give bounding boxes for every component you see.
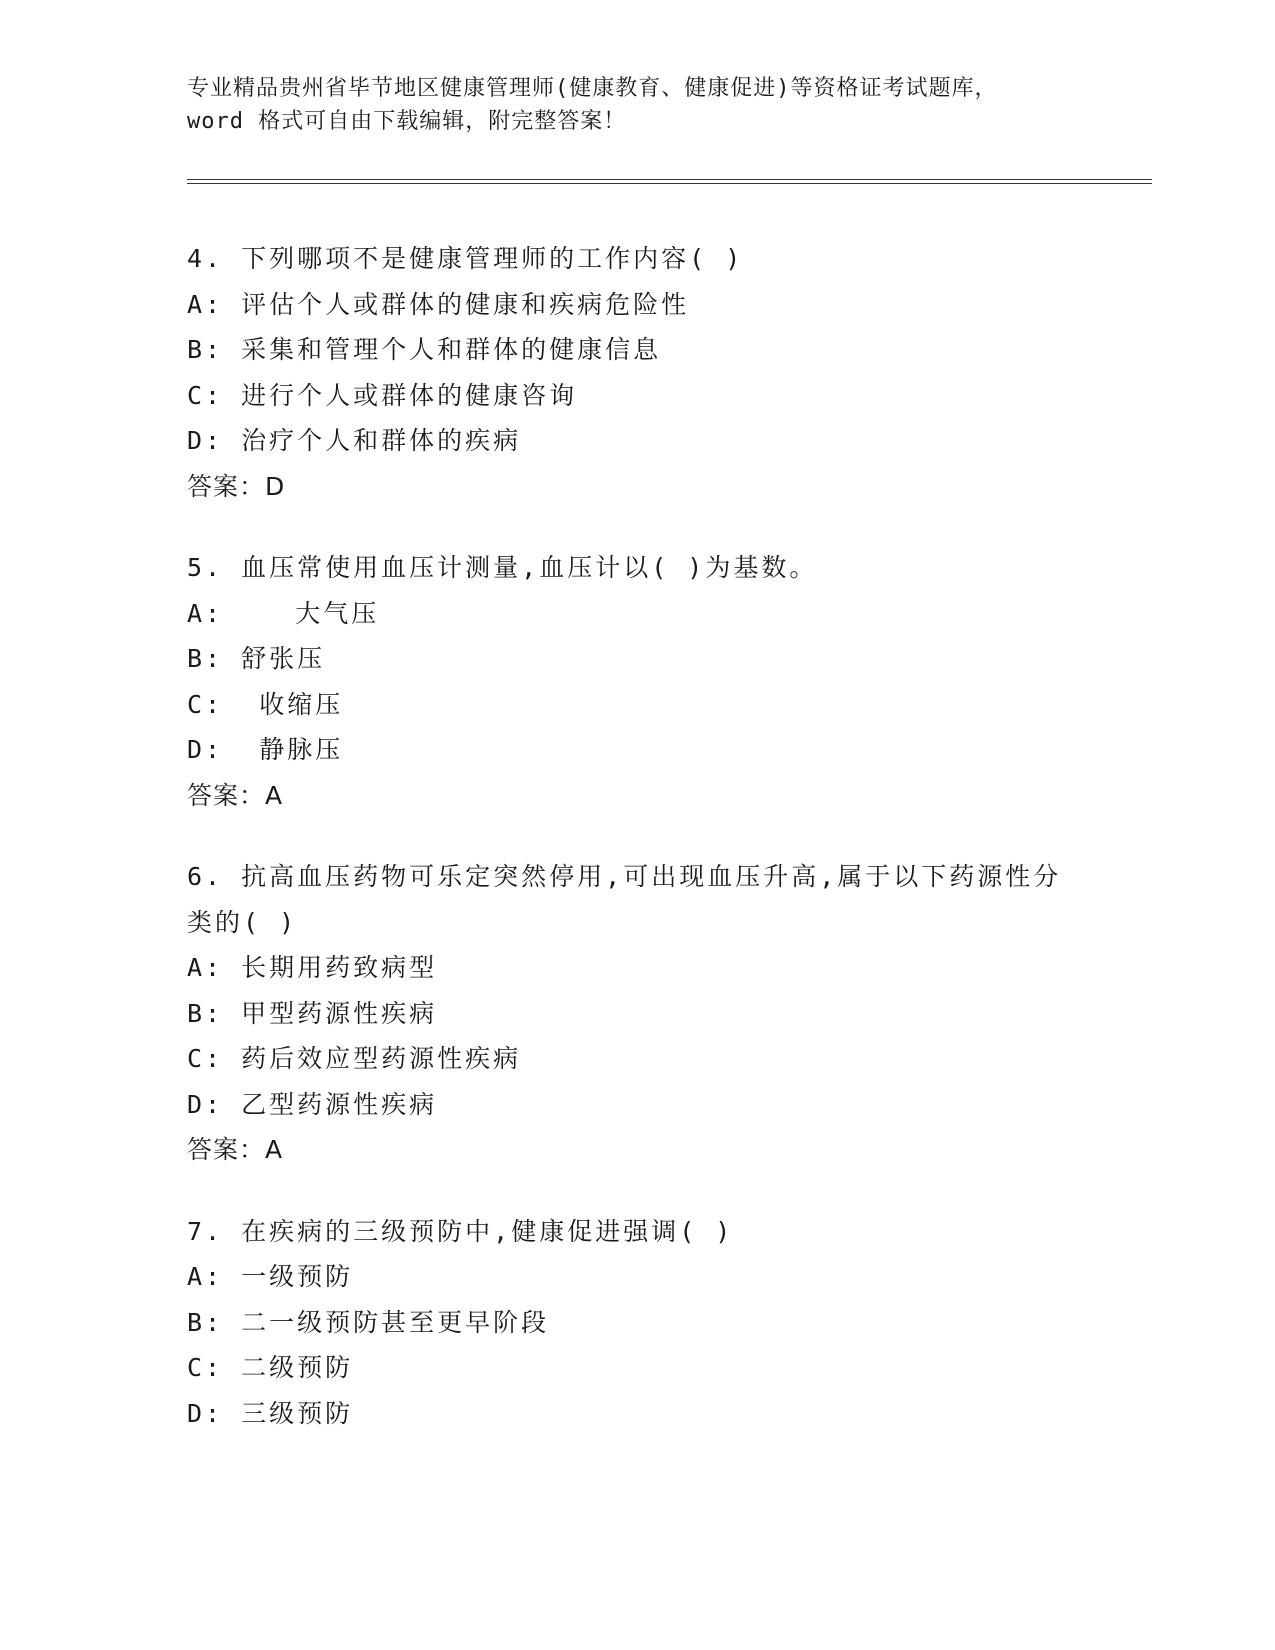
option-d: D: 三级预防 — [187, 1398, 354, 1428]
option-b: B: 甲型药源性疾病 — [187, 998, 438, 1028]
answer-text: 答案：A — [187, 780, 284, 810]
option-c: C: 进行个人或群体的健康咨询 — [187, 380, 578, 410]
question-7 — [187, 1209, 1087, 1437]
question-stem: 4. 下列哪项不是健康管理师的工作内容( ) — [187, 244, 744, 273]
option-d: D: 乙型药源性疾病 — [187, 1089, 438, 1119]
option-b: B: 舒张压 — [187, 644, 326, 673]
header-line-2: word 格式可自由下载编辑，附完整答案！ — [187, 109, 627, 134]
option-c: C: 收缩压 — [187, 689, 344, 719]
option-d: D: 治疗个人和群体的疾病 — [187, 426, 522, 455]
question-stem: 6. 抗高血压药物可乐定突然停用,可出现血压升高,属于以下药源性分类的( ) — [187, 862, 1062, 937]
header-line-1: 专业精品贵州省毕节地区健康管理师(健康教育、健康促进)等资格证考试题库， — [187, 76, 998, 101]
question-stem: 5. 血压常使用血压计测量,血压计以( )为基数。 — [187, 553, 818, 582]
answer-text: 答案：A — [187, 1135, 284, 1164]
option-b: B: 二一级预防甚至更早阶段 — [187, 1307, 550, 1337]
question-4 — [187, 236, 1087, 509]
document-header — [187, 72, 1147, 138]
option-b: B: 采集和管理个人和群体的健康信息 — [187, 335, 662, 364]
option-a: A: 长期用药致病型 — [187, 953, 438, 982]
option-a: A: 评估个人或群体的健康和疾病危险性 — [187, 289, 690, 319]
question-list — [187, 236, 1087, 1472]
option-c: C: 二级预防 — [187, 1353, 354, 1382]
option-d: D: 静脉压 — [187, 735, 344, 764]
question-stem: 7. 在疾病的三级预防中,健康促进强调( ) — [187, 1216, 734, 1246]
header-divider — [187, 179, 1152, 184]
question-5 — [187, 545, 1087, 818]
answer-text: 答案：D — [187, 471, 286, 501]
option-c: C: 药后效应型药源性疾病 — [187, 1044, 522, 1073]
option-a: A: 大气压 — [187, 598, 380, 628]
option-a: A: 一级预防 — [187, 1262, 354, 1291]
question-6 — [187, 854, 1087, 1173]
